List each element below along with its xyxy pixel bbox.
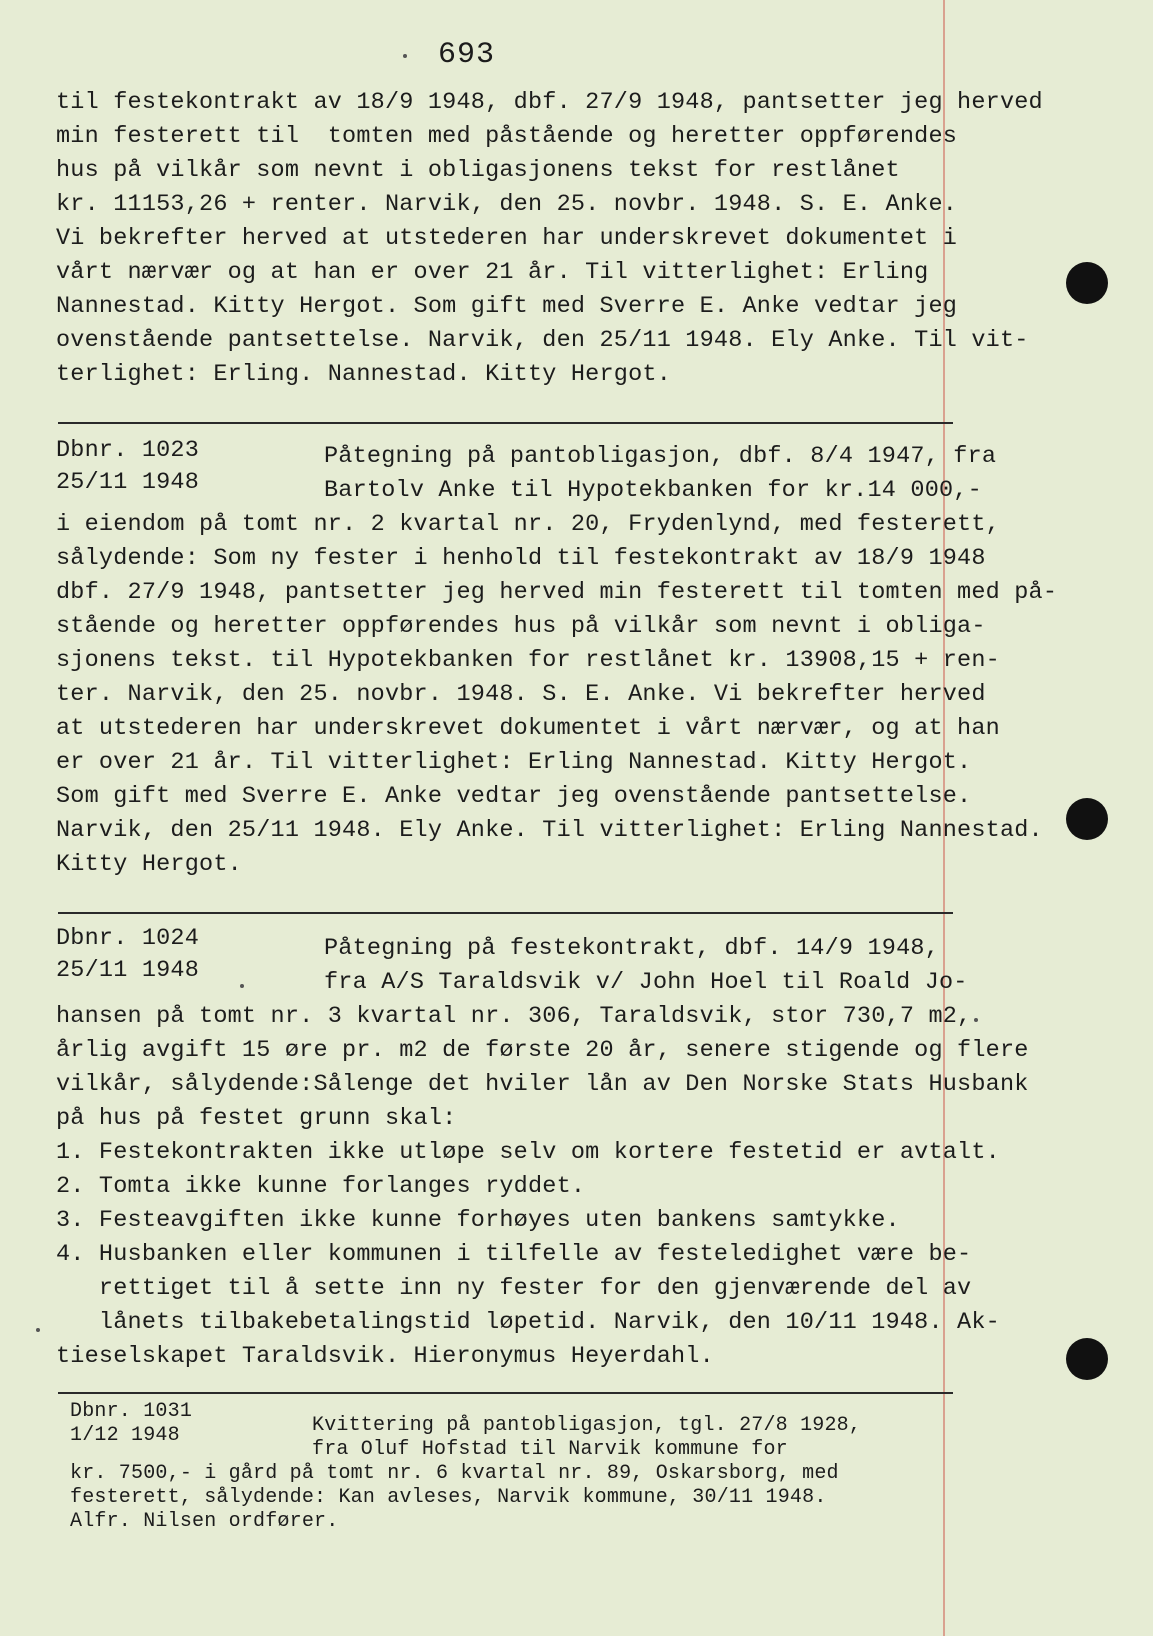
text-line: til festekontrakt av 18/9 1948, dbf. 27/9 1948, pantsetter jeg herved (56, 89, 1043, 116)
text-line: vårt nærvær og at han er over 21 år. Til vitterlighet: Erling (56, 259, 929, 286)
entry-heading: fra Oluf Hofstad til Narvik kommune for (312, 1438, 788, 1461)
entry-heading: Påtegning på pantobligasjon, dbf. 8/4 1947, fra (324, 443, 997, 470)
entry-dbnr: Dbnr. 1031 (70, 1400, 193, 1423)
scan-speck (974, 1018, 978, 1022)
punch-hole (1066, 262, 1108, 304)
scan-speck (403, 54, 407, 58)
text-line: min festerett til tomten med påstående og heretter oppførendes (56, 123, 958, 150)
list-item: 3. Festeavgiften ikke kunne forhøyes uten bankens samtykke. (56, 1207, 900, 1234)
entry-dbnr: Dbnr. 1023 (56, 437, 200, 464)
entry-divider (58, 422, 953, 424)
text-line: at utstederen har underskrevet dokumentet i vårt nærvær, og at han (56, 715, 1000, 742)
text-line: Nannestad. Kitty Hergot. Som gift med Sverre E. Anke vedtar jeg (56, 293, 958, 320)
text-line: rettiget til å sette inn ny fester for den gjenværende del av (56, 1275, 972, 1302)
text-line: Vi bekrefter herved at utstederen har underskrevet dokumentet i (56, 225, 958, 252)
text-line: stående og heretter oppførendes hus på vilkår som nevnt i obliga- (56, 613, 986, 640)
entry-heading: fra A/S Taraldsvik v/ John Hoel til Roald Jo- (324, 969, 968, 996)
entry-date: 1/12 1948 (70, 1424, 180, 1447)
text-line: tieselskapet Taraldsvik. Hieronymus Heyerdahl. (56, 1343, 714, 1370)
text-line: vilkår, sålydende:Sålenge det hviler lån av Den Norske Stats Husbank (56, 1071, 1029, 1098)
text-line: hansen på tomt nr. 3 kvartal nr. 306, Taraldsvik, stor 730,7 m2, (56, 1003, 972, 1030)
text-line: årlig avgift 15 øre pr. m2 de første 20 år, senere stigende og flere (56, 1037, 1029, 1064)
text-line: ovenstående pantsettelse. Narvik, den 25/11 1948. Ely Anke. Til vit- (56, 327, 1029, 354)
entry-heading: Påtegning på festekontrakt, dbf. 14/9 1948, (324, 935, 939, 962)
text-line: Som gift med Sverre E. Anke vedtar jeg ovenstående pantsettelse. (56, 783, 972, 810)
text-line: på hus på festet grunn skal: (56, 1105, 457, 1132)
entry-divider (58, 912, 953, 914)
text-line: sjonens tekst. til Hypotekbanken for restlånet kr. 13908,15 + ren- (56, 647, 1000, 674)
text-line: i eiendom på tomt nr. 2 kvartal nr. 20, Frydenlynd, med festerett, (56, 511, 1000, 538)
text-line: lånets tilbakebetalingstid løpetid. Narvik, den 10/11 1948. Ak- (56, 1309, 1000, 1336)
entry-date: 25/11 1948 (56, 469, 200, 496)
entry-divider (58, 1392, 953, 1394)
text-line: er over 21 år. Til vitterlighet: Erling Nannestad. Kitty Hergot. (56, 749, 972, 776)
text-line: kr. 7500,- i gård på tomt nr. 6 kvartal nr. 89, Oskarsborg, med (70, 1462, 839, 1485)
text-line: Kitty Hergot. (56, 851, 242, 878)
text-line: hus på vilkår som nevnt i obligasjonens tekst for restlånet (56, 157, 900, 184)
text-line: kr. 11153,26 + renter. Narvik, den 25. novbr. 1948. S. E. Anke. (56, 191, 958, 218)
list-item: 1. Festekontrakten ikke utløpe selv om kortere festetid er avtalt. (56, 1139, 1000, 1166)
list-item: 2. Tomta ikke kunne forlanges ryddet. (56, 1173, 586, 1200)
scan-speck (240, 984, 244, 988)
entry-date: 25/11 1948 (56, 957, 200, 984)
list-item: 4. Husbanken eller kommunen i tilfelle av festeledighet være be- (56, 1241, 972, 1268)
entry-heading: Kvittering på pantobligasjon, tgl. 27/8 1928, (312, 1414, 862, 1437)
text-line: dbf. 27/9 1948, pantsetter jeg herved min festerett til tomten med på- (56, 579, 1058, 606)
entry-heading: Bartolv Anke til Hypotekbanken for kr.14 000,- (324, 477, 982, 504)
page-number: 693 (438, 38, 496, 72)
punch-hole (1066, 798, 1108, 840)
text-line: festerett, sålydende: Kan avleses, Narvik kommune, 30/11 1948. (70, 1486, 827, 1509)
text-line: sålydende: Som ny fester i henhold til festekontrakt av 18/9 1948 (56, 545, 986, 572)
text-line: Narvik, den 25/11 1948. Ely Anke. Til vitterlighet: Erling Nannestad. (56, 817, 1043, 844)
punch-hole (1066, 1338, 1108, 1380)
entry-dbnr: Dbnr. 1024 (56, 925, 200, 952)
scan-speck (36, 1328, 40, 1332)
text-line: terlighet: Erling. Nannestad. Kitty Hergot. (56, 361, 671, 388)
text-line: Alfr. Nilsen ordfører. (70, 1510, 339, 1533)
text-line: ter. Narvik, den 25. novbr. 1948. S. E. Anke. Vi bekrefter herved (56, 681, 986, 708)
